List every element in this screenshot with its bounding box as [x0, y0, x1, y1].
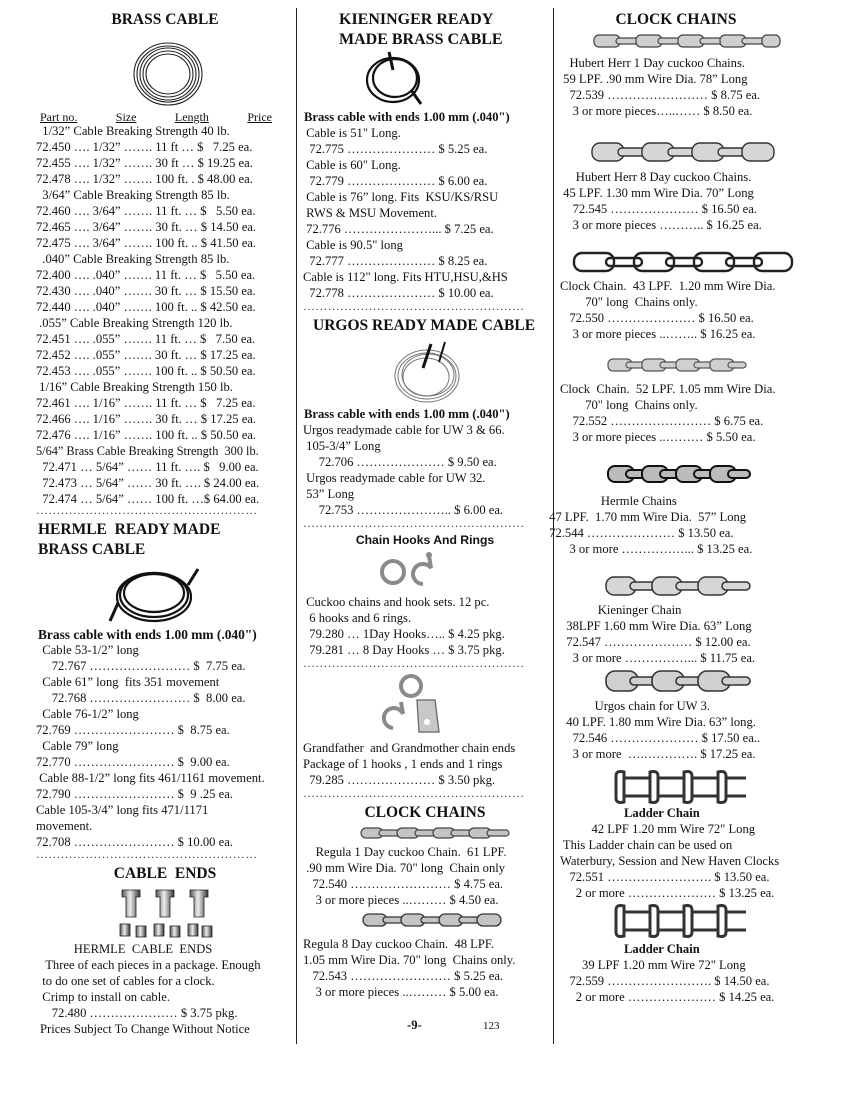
regula-8day-line: 3 or more pieces ..……… $ 5.00 ea.	[303, 985, 499, 999]
hermle-line: 72.770 …………………… $ 9.00 ea.	[36, 755, 230, 769]
dotted-separator: ………………………………………………	[303, 301, 525, 311]
price-table-header	[40, 110, 272, 125]
clock-chain-43lpf-line: 72.550 ………………… $ 16.50 ea.	[560, 311, 754, 325]
ladder-chain-39lpf-line: 2 or more ………………… $ 14.25 ea.	[560, 990, 775, 1004]
hermle-line: movement.	[36, 819, 93, 833]
brass-line: 5/64” Brass Cable Breaking Strength 300 lb.	[36, 444, 259, 458]
clock-chain-52lpf-image	[606, 356, 748, 374]
ladder-chain-39lpf-image	[610, 902, 754, 940]
chain-ends-image	[373, 672, 449, 738]
hubert-herr-8day-chain-image	[590, 140, 790, 164]
urgos-line: 105-3/4” Long	[303, 439, 381, 453]
urgos-line: 72.753 ………………….. $ 6.00 ea.	[303, 503, 504, 517]
hermle-cable-heading-line1: HERMLE READY MADE	[38, 521, 221, 538]
header-length: Length	[174, 110, 209, 124]
kieninger-bold-spec: Brass cable with ends 1.00 mm (.040")	[304, 110, 510, 124]
header-price: Price	[247, 110, 272, 124]
brass-line: 72.455 …. 1/32” ……. 30 ft … $ 19.25 ea.	[36, 156, 253, 170]
ladder-chain-42lpf-line: Waterbury, Session and New Haven Clocks	[560, 854, 780, 868]
regula-1day-line: Regula 1 Day cuckoo Chain. 61 LPF.	[303, 845, 507, 859]
brass-line: 72.465 …. 3/64” ……. 30 ft. … $ 14.50 ea.	[36, 220, 257, 234]
regula-1day-line: 72.540 …………………… $ 4.75 ea.	[303, 877, 504, 891]
brass-line: 72.461 …. 1/16” ……. 11 ft. … $ 7.25 ea.	[36, 396, 256, 410]
kieninger-line: Cable is 76” long. Fits KSU/KS/RSU	[303, 190, 499, 204]
kieninger-chain-image	[604, 574, 762, 600]
regula-8day-chain-image	[361, 910, 511, 930]
ladder-chain-42lpf-heading: Ladder Chain	[624, 806, 700, 820]
cable-ends-image	[116, 886, 216, 940]
clock-chain-43lpf-line: 3 or more pieces ..…….. $ 16.25 ea.	[560, 327, 756, 341]
cable-ends-line: Three of each pieces in a package. Enough	[36, 958, 261, 972]
urgos-line: Urgos readymade cable for UW 3 & 66.	[303, 423, 505, 437]
hermle-chain-line: 72.544 ………………… $ 13.50 ea.	[546, 526, 734, 540]
hermle-cable-image	[108, 563, 200, 625]
page-number: -9-	[407, 1018, 422, 1032]
dotted-separator: ………………………………………………	[303, 518, 525, 528]
kieninger-cable-image	[359, 50, 429, 108]
hubert-herr-1day-line: 72.539 …………………… $ 8.75 ea.	[560, 88, 761, 102]
column-divider-left	[296, 8, 297, 1044]
ladder-chain-42lpf-line: 72.551 ……………………. $ 13.50 ea.	[560, 870, 770, 884]
hermle-cable-heading-line2: BRASS CABLE	[38, 541, 146, 558]
clock-chain-52lpf-line: Clock Chain. 52 LPF. 1.05 mm Wire Dia.	[560, 382, 776, 396]
ladder-chain-42lpf-line: 42 LPF 1.20 mm Wire 72" Long	[560, 822, 756, 836]
brass-line: 72.460 …. 3/64” ……. 11 ft. … $ 5.50 ea.	[36, 204, 256, 218]
hubert-herr-1day-line: 3 or more pieces…..…… $ 8.50 ea.	[560, 104, 753, 118]
regula-8day-line: Regula 8 Day cuckoo Chain. 48 LPF.	[303, 937, 495, 951]
hermle-line: Cable 79” long	[36, 739, 119, 753]
brass-line: 72.478 …. 1/32” ……. 100 ft. . $ 48.00 ea.	[36, 172, 253, 186]
clock-chains-heading: CLOCK CHAINS	[364, 804, 486, 821]
urgos-line: 53” Long	[303, 487, 355, 501]
kieninger-line: 72.778 ………………… $ 10.00 ea.	[303, 286, 494, 300]
kieninger-chain-line: 38LPF 1.60 mm Wire Dia. 63” Long	[560, 619, 752, 633]
brass-line: 3/64” Cable Breaking Strength 85 lb.	[36, 188, 230, 202]
clock-chain-52lpf-line: 3 or more pieces ..……… $ 5.50 ea.	[560, 430, 756, 444]
dotted-separator: ………………………………………………	[36, 849, 258, 859]
ladder-chain-42lpf-line: This Ladder chain can be used on	[560, 838, 733, 852]
hermle-line: 72.768 …………………… $ 8.00 ea.	[36, 691, 246, 705]
chain-ends-line: Package of 1 hooks , 1 ends and 1 rings	[303, 757, 503, 771]
hermle-line: 72.790 …………………… $ 9 .25 ea.	[36, 787, 233, 801]
brass-line: .055” Cable Breaking Strength 120 lb.	[36, 316, 233, 330]
urgos-heading: URGOS READY MADE CABLE	[313, 317, 536, 334]
hubert-herr-8day-line: Hubert Herr 8 Day cuckoo Chains.	[560, 170, 752, 184]
hermle-chain-line: Hermle Chains	[560, 494, 677, 508]
ladder-chain-39lpf-line: 39 LPF 1.20 mm Wire 72" Long	[560, 958, 746, 972]
ladder-chain-42lpf-line: 2 or more ………………… $ 13.25 ea.	[560, 886, 775, 900]
clock-chain-52lpf-line: 70" long Chains only.	[560, 398, 698, 412]
hermle-line: 72.769 …………………… $ 8.75 ea.	[36, 723, 230, 737]
hubert-herr-8day-line: 72.545 ………………… $ 16.50 ea.	[560, 202, 757, 216]
kieninger-line: 72.775 ………………… $ 5.25 ea.	[303, 142, 488, 156]
hooks-line: 79.281 … 8 Day Hooks … $ 3.75 pkg.	[303, 643, 505, 657]
hermle-line: Cable 53-1/2” long	[36, 643, 139, 657]
brass-line: 1/32” Cable Breaking Strength 40 lb.	[36, 124, 230, 138]
hermle-line: Cable 76-1/2” long	[36, 707, 139, 721]
clock-chain-43lpf-image	[572, 250, 794, 274]
kieninger-line: Cable is 60" Long.	[303, 158, 401, 172]
ladder-chain-42lpf-image	[610, 768, 754, 806]
kieninger-line: Cable is 90.5" long	[303, 238, 403, 252]
hermle-chain-line: 3 or more ……………... $ 13.25 ea.	[560, 542, 753, 556]
header-size: Size	[115, 110, 137, 124]
hermle-line: Cable 105-3/4” long fits 471/1171	[36, 803, 209, 817]
ladder-chain-39lpf-line: 72.559 ……………………. $ 14.50 ea.	[560, 974, 770, 988]
hubert-herr-8day-line: 3 or more pieces ……….. $ 16.25 ea.	[560, 218, 762, 232]
kieninger-chain-line: 72.547 ………………… $ 12.00 ea.	[560, 635, 751, 649]
dotted-separator: ………………………………………………	[303, 788, 525, 798]
kieninger-heading-line2: MADE BRASS CABLE	[339, 31, 503, 48]
page-index: 123	[483, 1020, 500, 1032]
cable-coil-image	[130, 38, 206, 110]
clock-chain-52lpf-line: 72.552 …………………… $ 6.75 ea.	[560, 414, 764, 428]
kieninger-line: 72.779 ………………… $ 6.00 ea.	[303, 174, 488, 188]
ladder-chain-39lpf-heading: Ladder Chain	[624, 942, 700, 956]
dotted-separator: ………………………………………………	[36, 505, 258, 515]
cable-ends-heading: CABLE ENDS	[113, 865, 217, 882]
hooks-line: 79.280 … 1Day Hooks….. $ 4.25 pkg.	[303, 627, 505, 641]
hooks-line: Cuckoo chains and hook sets. 12 pc.	[303, 595, 490, 609]
regula-1day-line: 3 or more pieces ..……… $ 4.50 ea.	[303, 893, 499, 907]
kieninger-line: 72.776 …………………... $ 7.25 ea.	[303, 222, 494, 236]
hermle-line: Cable 88-1/2” long fits 461/1161 movement.	[36, 771, 265, 785]
clock-chain-43lpf-line: Clock Chain. 43 LPF. 1.20 mm Wire Dia.	[560, 279, 776, 293]
kieninger-heading-line1: KIENINGER READY	[339, 11, 494, 28]
regula-8day-line: 1.05 mm Wire Dia. 70" long Chains only.	[303, 953, 516, 967]
hermle-chain-image	[606, 462, 754, 488]
cable-ends-line: Crimp to install on cable.	[36, 990, 170, 1004]
urgos-chain-line: 3 or more ….…………. $ 17.25 ea.	[560, 747, 756, 761]
regula-1day-line: .90 mm Wire Dia. 70" long Chain only	[303, 861, 506, 875]
hooks-rings-image	[377, 550, 443, 592]
urgos-line: Urgos readymade cable for UW 32.	[303, 471, 486, 485]
urgos-chain-image	[604, 668, 760, 696]
hermle-chain-line: 47 LPF. 1.70 mm Wire Dia. 57” Long	[546, 510, 747, 524]
kieninger-chain-line: Kieninger Chain	[560, 603, 682, 617]
kieninger-line: Cable is 112" long. Fits HTU,HSU,&HS	[303, 270, 508, 284]
hubert-herr-1day-line: Hubert Herr 1 Day cuckoo Chains.	[560, 56, 746, 70]
clock-chains-heading: CLOCK CHAINS	[615, 11, 737, 28]
cable-ends-line: to do one set of cables for a clock.	[36, 974, 215, 988]
brass-line: 72.440 …. .040” ……. 100 ft. .. $ 42.50 ea.	[36, 300, 256, 314]
brass-line: 72.450 …. 1/32” ……. 11 ft … $ 7.25 ea.	[36, 140, 253, 154]
brass-line: 72.476 …. 1/16” ……. 100 ft. .. $ 50.50 ea.	[36, 428, 257, 442]
urgos-cable-image	[387, 338, 467, 408]
urgos-chain-line: 40 LPF. 1.80 mm Wire Dia. 63” long.	[560, 715, 756, 729]
hubert-herr-8day-line: 45 LPF. 1.30 mm Wire Dia. 70” Long	[560, 186, 754, 200]
cable-ends-line: HERMLE CABLE ENDS	[36, 942, 213, 956]
header-part-no: Part no.	[40, 110, 78, 124]
kieninger-line: 72.777 ………………… $ 8.25 ea.	[303, 254, 488, 268]
brass-line: 72.466 …. 1/16” ……. 30 ft. … $ 17.25 ea.	[36, 412, 257, 426]
brass-line: 72.473 … 5/64” …… 30 ft. …. $ 24.00 ea.	[36, 476, 260, 490]
kieninger-chain-line: 3 or more ……………... $ 11.75 ea.	[560, 651, 756, 665]
brass-line: .040” Cable Breaking Strength 85 lb.	[36, 252, 230, 266]
urgos-bold-spec: Brass cable with ends 1.00 mm (.040")	[304, 407, 510, 421]
dotted-separator: ………………………………………………	[303, 658, 525, 668]
hooks-heading: Chain Hooks And Rings	[355, 533, 495, 547]
hubert-herr-1day-line: 59 LPF. .90 mm Wire Dia. 78” Long	[560, 72, 748, 86]
kieninger-line: RWS & MSU Movement.	[303, 206, 437, 220]
brass-line: 72.452 …. .055” ……. 30 ft. … $ 17.25 ea.	[36, 348, 256, 362]
hubert-herr-1day-chain-image	[592, 32, 782, 50]
hermle-line: Cable 61” long fits 351 movement	[36, 675, 220, 689]
brass-line: 72.471 … 5/64” …… 11 ft. …. $ 9.00 ea.	[36, 460, 259, 474]
brass-line: 1/16” Cable Breaking Strength 150 lb.	[36, 380, 233, 394]
brass-line: 72.400 …. .040” ……. 11 ft. … $ 5.50 ea.	[36, 268, 256, 282]
urgos-line: 72.706 ………………… $ 9.50 ea.	[303, 455, 497, 469]
brass-line: 72.430 …. .040” ……. 30 ft. … $ 15.50 ea.	[36, 284, 256, 298]
hermle-bold-spec: Brass cable with ends 1.00 mm (.040")	[38, 627, 257, 642]
clock-chain-43lpf-line: 70" long Chains only.	[560, 295, 698, 309]
hooks-line: 6 hooks and 6 rings.	[303, 611, 412, 625]
regula-1day-chain-image	[359, 824, 515, 842]
brass-line: 72.451 …. .055” ……. 11 ft. … $ 7.50 ea.	[36, 332, 256, 346]
brass-line: 72.453 …. .055” ……. 100 ft. .. $ 50.50 ea.	[36, 364, 256, 378]
price-disclaimer: Prices Subject To Change Without Notice	[40, 1022, 250, 1036]
brass-line: 72.474 … 5/64” …… 100 ft. …$ 64.00 ea.	[36, 492, 260, 506]
hermle-line: 72.767 …………………… $ 7.75 ea.	[36, 659, 246, 673]
urgos-chain-line: Urgos chain for UW 3.	[560, 699, 710, 713]
regula-8day-line: 72.543 …………………… $ 5.25 ea.	[303, 969, 504, 983]
hermle-line: 72.708 …………………… $ 10.00 ea.	[36, 835, 233, 849]
brass-line: 72.475 …. 3/64” ……. 100 ft. .. $ 41.50 ea.	[36, 236, 257, 250]
urgos-chain-line: 72.546 ………………… $ 17.50 ea..	[560, 731, 761, 745]
kieninger-line: Cable is 51" Long.	[303, 126, 401, 140]
chain-ends-line: 79.285 ………………… $ 3.50 pkg.	[303, 773, 496, 787]
brass-cable-heading: BRASS CABLE	[111, 11, 219, 28]
cable-ends-line: 72.480 ………………… $ 3.75 pkg.	[36, 1006, 238, 1020]
chain-ends-line: Grandfather and Grandmother chain ends	[303, 741, 516, 755]
